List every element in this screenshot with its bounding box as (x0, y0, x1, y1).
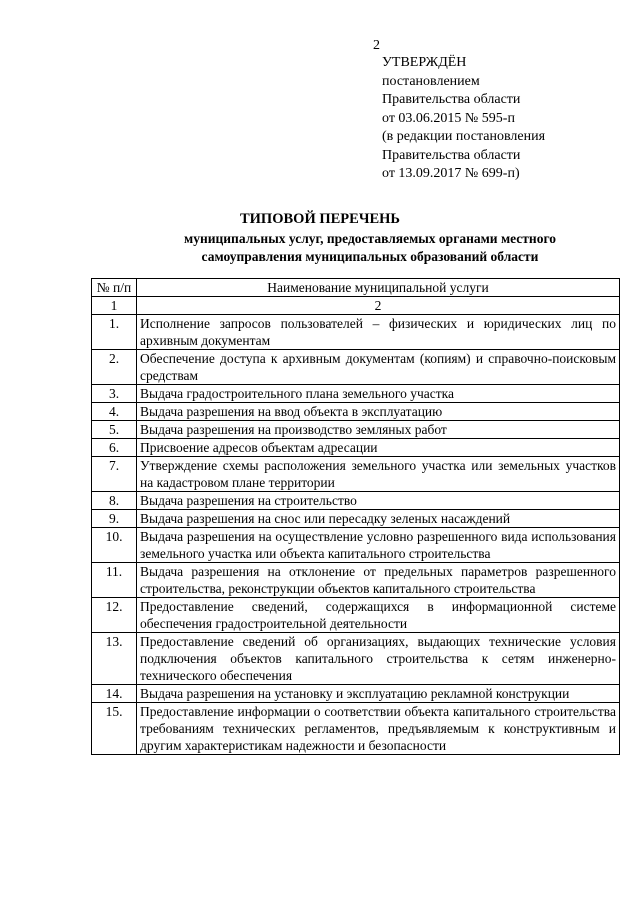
table-row (92, 350, 620, 385)
service-name: Выдача градостроительного плана земельного участка (137, 385, 620, 403)
approval-line: УТВЕРЖДЁН (382, 55, 467, 70)
row-number: 13. (92, 633, 137, 685)
table-row (92, 492, 620, 510)
service-name: Утверждение схемы расположения земельного участка или земельных участков на кадастровом плане территории (137, 457, 620, 492)
service-name: Предоставление сведений об организациях, выдающих технические условия подключения объектов капитального строительства к сетям инженерно-технического обеспечения (137, 633, 620, 685)
services-table (91, 278, 620, 755)
table-row (92, 403, 620, 421)
service-name: Предоставление сведений, содержащихся в информационной системе обеспечения градостроительной деятельности (137, 598, 620, 633)
row-number: 10. (92, 528, 137, 563)
table-row (92, 598, 620, 633)
approval-line: от 13.09.2017 № 699-п) (382, 166, 520, 181)
table-row (92, 457, 620, 492)
subtitle-line: самоуправления муниципальных образований области (201, 248, 539, 264)
table-header-row (92, 279, 620, 297)
row-number: 4. (92, 403, 137, 421)
service-name: Обеспечение доступа к архивным документам (копиям) и справочно-поисковым средствам (137, 350, 620, 385)
table-row (92, 510, 620, 528)
table-row (92, 528, 620, 563)
row-number: 6. (92, 439, 137, 457)
header-number: № п/п (92, 279, 137, 297)
approval-line: Правительства области (382, 92, 521, 107)
service-name: Исполнение запросов пользователей – физических и юридических лиц по архивным документам (137, 315, 620, 350)
approval-line: от 03.06.2015 № 595-п (382, 110, 515, 126)
approval-line: Правительства области (382, 147, 521, 163)
header-service-name: Наименование муниципальной услуги (137, 279, 620, 297)
service-name: Выдача разрешения на строительство (137, 492, 620, 510)
service-name: Выдача разрешения на отклонение от предельных параметров разрешенного строительства, реконструкции объектов капитального строительства (137, 563, 620, 598)
service-name: Выдача разрешения на производство земляных работ (137, 421, 620, 439)
table-row (92, 439, 620, 457)
row-number: 1. (92, 315, 137, 350)
document-title: ТИПОВОЙ ПЕРЕЧЕНЬ (239, 211, 401, 227)
row-number: 3. (92, 385, 137, 403)
table-row (92, 315, 620, 350)
row-number: 8. (92, 492, 137, 510)
table-row (92, 421, 620, 439)
column-index-row (92, 297, 620, 315)
document-subtitle (100, 230, 640, 265)
row-number: 2. (92, 350, 137, 385)
table-row (92, 633, 620, 685)
column-index: 2 (137, 297, 620, 315)
column-index: 1 (92, 297, 137, 315)
row-number: 5. (92, 421, 137, 439)
row-number: 12. (92, 598, 137, 633)
table-row (92, 385, 620, 403)
service-name: Присвоение адресов объектам адресации (137, 439, 620, 457)
row-number: 9. (92, 510, 137, 528)
approval-line: (в редакции постановления (382, 129, 546, 144)
table-row (92, 703, 620, 755)
row-number: 11. (92, 563, 137, 598)
subtitle-line: муниципальных услуг, предоставляемых органами местного (184, 231, 556, 246)
approval-stamp (382, 54, 545, 184)
service-name: Выдача разрешения на установку и эксплуатацию рекламной конструкции (137, 685, 620, 703)
table-row (92, 563, 620, 598)
row-number: 7. (92, 457, 137, 492)
service-name: Выдача разрешения на ввод объекта в эксплуатацию (137, 403, 620, 421)
service-name: Выдача разрешения на осуществление условно разрешенного вида использования земельного участка или объекта капитального строительства (137, 528, 620, 563)
service-name: Выдача разрешения на снос или пересадку зеленых насаждений (137, 510, 620, 528)
approval-line: постановлением (382, 73, 480, 89)
page-number: 2 (373, 38, 380, 53)
table-row (92, 685, 620, 703)
row-number: 14. (92, 685, 137, 703)
row-number: 15. (92, 703, 137, 755)
service-name: Предоставление информации о соответствии объекта капитального строительства требованиям технических регламентов, предъявляемым к конструктивным и другим характеристикам надежности и безопасности (137, 703, 620, 755)
